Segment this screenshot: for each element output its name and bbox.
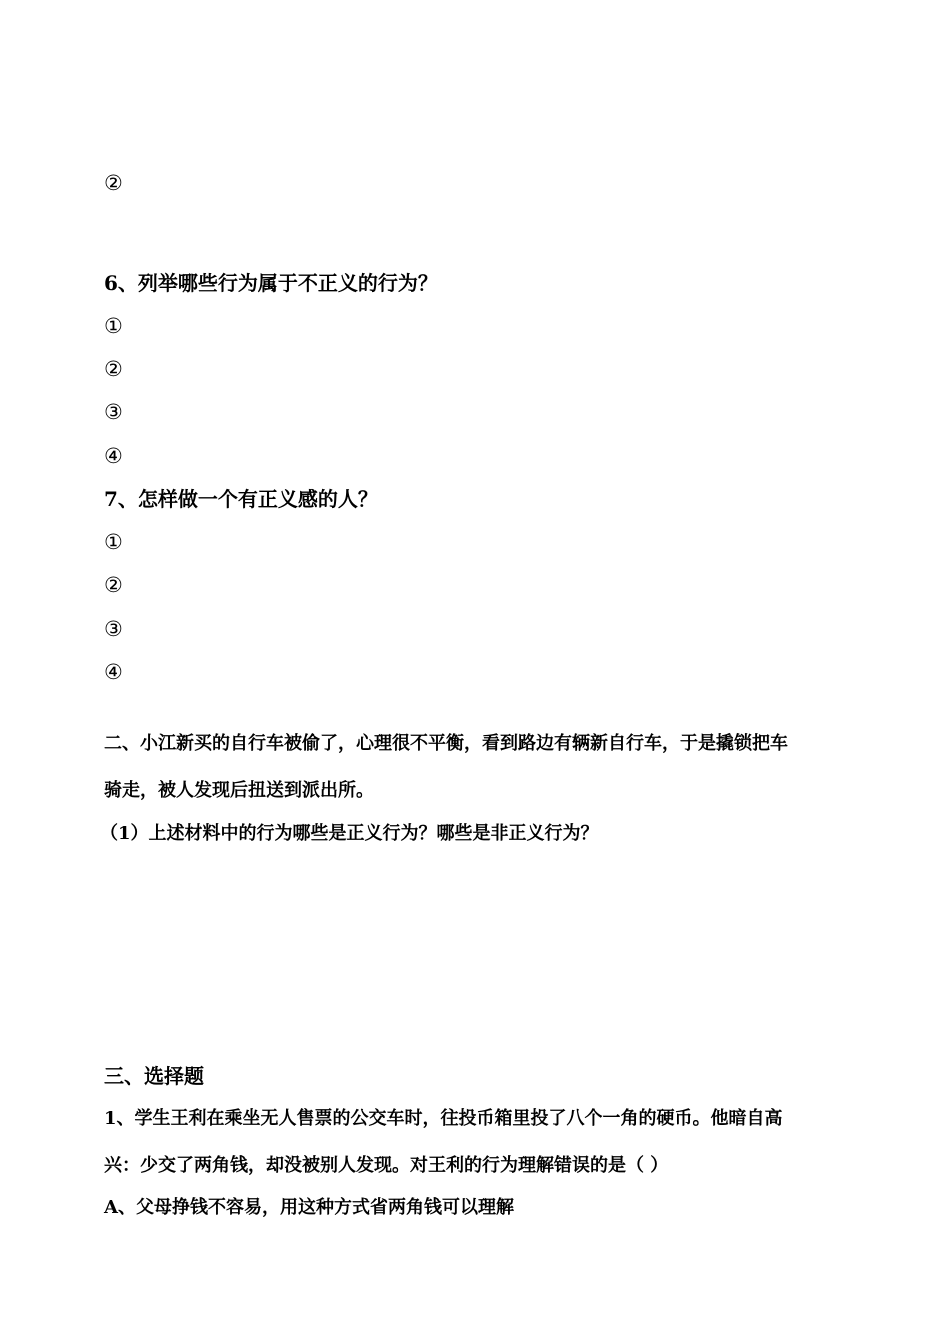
section-3-option-a: A、父母挣钱不容易，用这种方式省两角钱可以理解 <box>104 1197 514 1218</box>
q7-marker-4: ④ <box>104 660 123 684</box>
q6-marker-2: ② <box>104 357 123 381</box>
section-3-question-1-line-1: 1、学生王利在乘坐无人售票的公交车时，往投币箱里投了八个一角的硬币。他暗自高 <box>104 1108 783 1129</box>
section-3-question-1-line-2: 兴：少交了两角钱，却没被别人发现。对王利的行为理解错误的是（ ） <box>104 1155 669 1176</box>
section-2-question-1: （1）上述材料中的行为哪些是正义行为？哪些是非正义行为？ <box>100 823 599 844</box>
q7-marker-2: ② <box>104 573 123 597</box>
q6-marker-3: ③ <box>104 400 123 424</box>
question-6: 6、列举哪些行为属于不正义的行为？ <box>104 271 438 295</box>
question-7: 7、怎样做一个有正义感的人？ <box>104 487 378 511</box>
q7-marker-1: ① <box>104 530 123 554</box>
section-3-heading: 三、选择题 <box>104 1064 204 1088</box>
q7-marker-3: ③ <box>104 617 123 641</box>
q6-marker-1: ① <box>104 314 123 338</box>
q6-marker-4: ④ <box>104 444 123 468</box>
section-2-paragraph-line-2: 骑走，被人发现后扭送到派出所。 <box>104 780 374 801</box>
answer-marker-2: ② <box>104 171 123 195</box>
section-2-paragraph-line-1: 二、小江新买的自行车被偷了，心理很不平衡，看到路边有辆新自行车，于是撬锁把车 <box>104 733 788 754</box>
